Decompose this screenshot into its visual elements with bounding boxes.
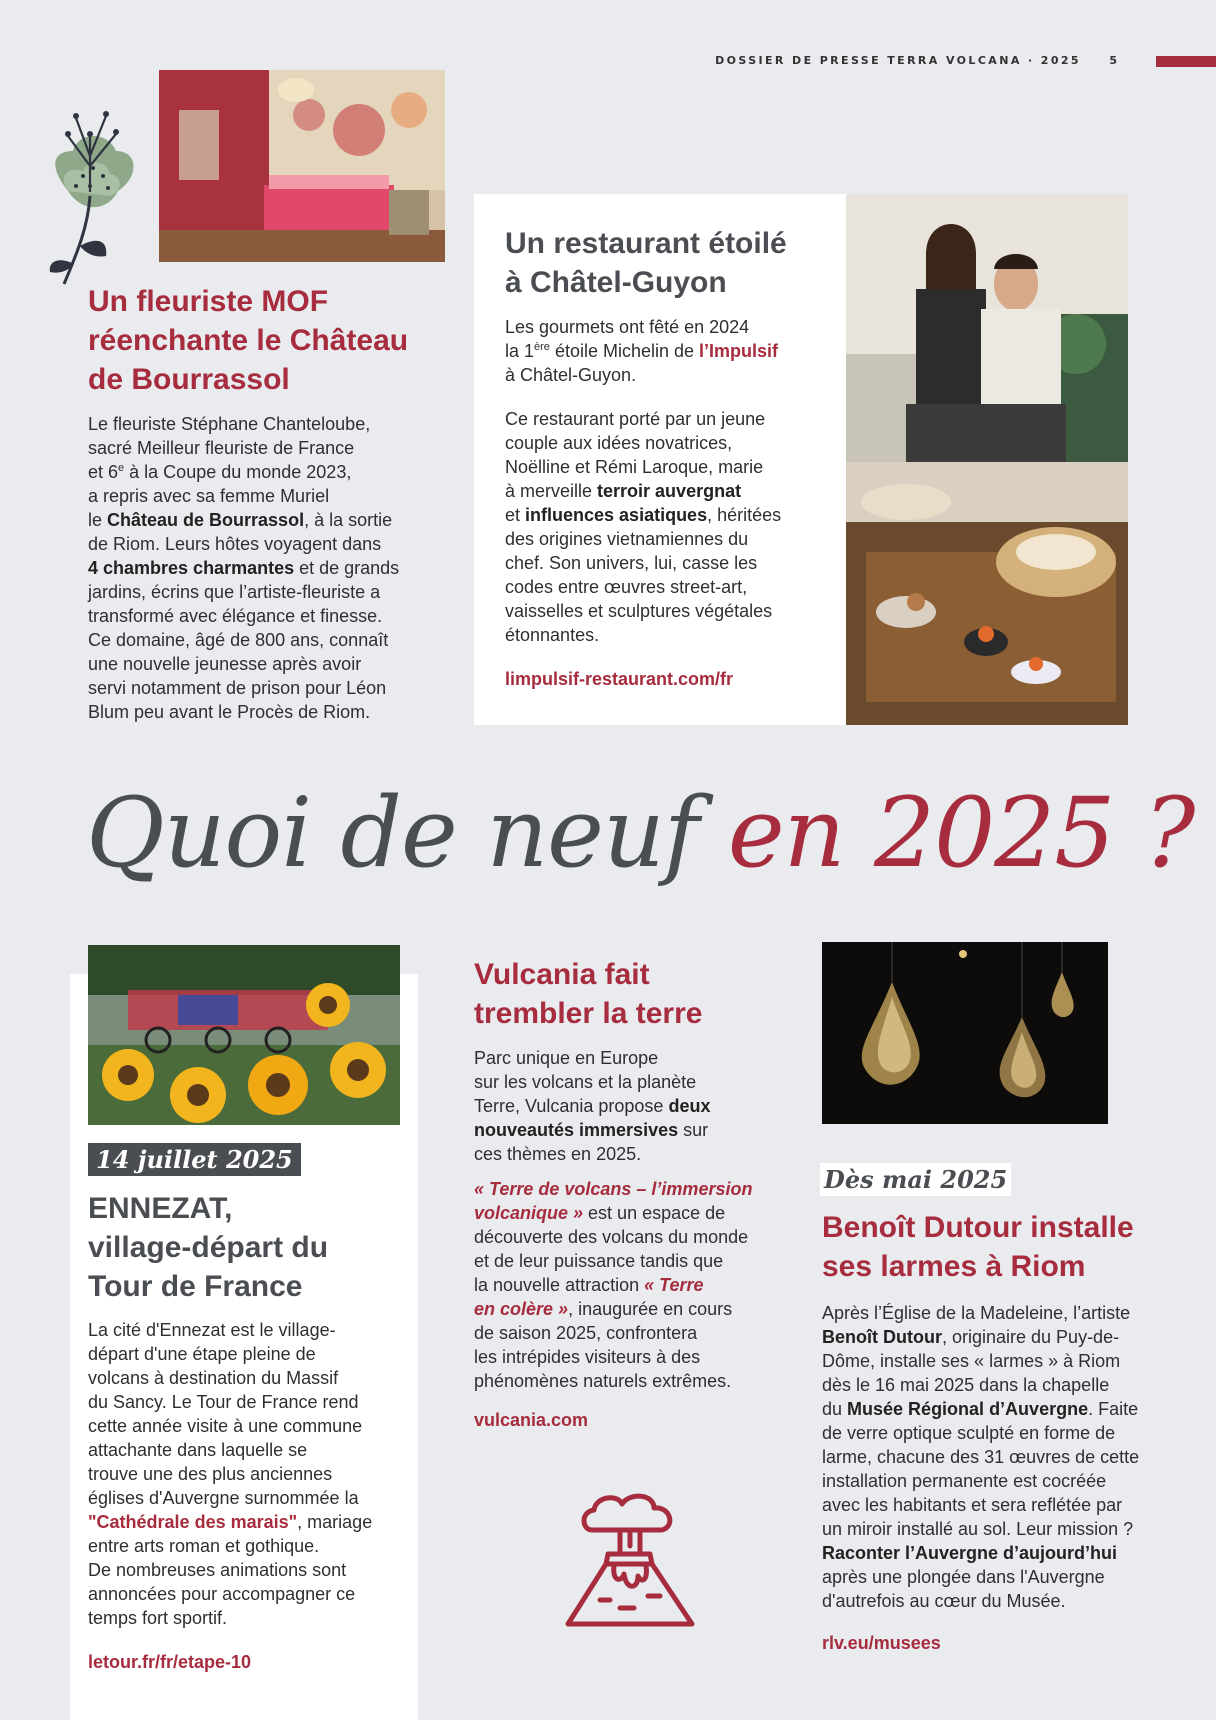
restaurant-name: l’Impulsif — [699, 341, 779, 361]
text-run: à la Coupe du monde 2023, — [124, 462, 352, 482]
section-headline — [86, 778, 1194, 888]
text-run: est un espace de — [583, 1203, 726, 1223]
volcano-icon — [562, 1490, 698, 1630]
cyclists-sunflowers-photo — [88, 945, 400, 1125]
attraction-name: « Terre de volcans – l’immersion — [474, 1179, 753, 1199]
text-run: et de grands — [294, 558, 400, 578]
text-run: servi notamment de prison pour Léon — [88, 678, 387, 698]
title-line: Tour de France — [88, 1270, 303, 1303]
bold-text: Raconter l’Auvergne d’aujourd’hui — [822, 1543, 1118, 1563]
article-fleuriste-body — [88, 412, 448, 724]
text-run: Blum peu avant le Procès de Riom. — [88, 702, 371, 722]
article-fleuriste-title — [88, 282, 428, 399]
text-run: Les gourmets ont fêté en 2024 — [505, 317, 750, 337]
text-run: une nouvelle jeunesse après avoir — [88, 654, 362, 674]
title-line: ENNEZAT, — [88, 1192, 233, 1225]
text-run: et — [505, 505, 526, 525]
title-line: Un fleuriste MOF — [88, 285, 329, 318]
text-run: Ce domaine, âgé de 800 ans, connaît — [88, 630, 389, 650]
bold-text: Château de Bourrassol — [107, 510, 305, 530]
text-run: Ce restaurant porté par un jeune — [505, 409, 766, 429]
text-run: départ d'une étape pleine de — [88, 1344, 316, 1364]
text-run: trouve une des plus anciennes — [88, 1464, 333, 1484]
dishes-photo — [846, 462, 1128, 725]
text-run: dès le 16 mai 2025 dans la chapelle — [822, 1375, 1110, 1395]
text-run: de verre optique sculpté en forme de — [822, 1423, 1116, 1443]
text-run: , mariage — [297, 1512, 373, 1532]
text-run: . Faite — [1088, 1399, 1139, 1419]
text-run: De nombreuses animations sont — [88, 1560, 347, 1580]
attraction-name: en colère » — [474, 1299, 569, 1319]
text-run: Après l’Église de la Madeleine, l’artiste — [822, 1303, 1131, 1323]
text-run: codes entre œuvres street-art, — [505, 577, 748, 597]
superscript: e — [118, 462, 125, 474]
tear-sculptures-photo — [822, 942, 1108, 1124]
bedroom-photo — [159, 70, 445, 262]
text-run: temps fort sportif. — [88, 1608, 228, 1628]
text-run: volcans à destination du Massif — [88, 1368, 339, 1388]
superscript: ère — [534, 341, 550, 353]
article-vulcania-title — [474, 955, 794, 1033]
text-run: , originaire du Puy-de- — [941, 1327, 1120, 1347]
text-run: Parc unique en Europe — [474, 1048, 659, 1068]
text-run: chef. Son univers, lui, casse les — [505, 553, 758, 573]
article-ennezat-title — [88, 1189, 408, 1306]
musees-link[interactable]: rlv.eu/musees — [822, 1633, 941, 1653]
text-run: la 1 — [505, 341, 535, 361]
title-line: ses larmes à Riom — [822, 1250, 1086, 1283]
date-tag: 14 juillet 2025 — [88, 1143, 301, 1176]
attraction-name: « Terre — [644, 1275, 704, 1295]
text-run: et 6 — [88, 462, 119, 482]
text-run: Dôme, installe ses « larmes » à Riom — [822, 1351, 1121, 1371]
date-tag: Dès mai 2025 — [820, 1163, 1011, 1196]
text-run: à Châtel-Guyon. — [505, 365, 637, 385]
text-run: du Sancy. Le Tour de France rend — [88, 1392, 359, 1412]
text-run: d'autrefois au cœur du Musée. — [822, 1591, 1066, 1611]
article-dutour-body — [822, 1301, 1172, 1613]
text-run: jardins, écrins que l’artiste-fleuriste a — [88, 582, 381, 602]
document-header-title: DOSSIER DE PRESSE TERRA VOLCANA · 2025 — [715, 54, 1081, 67]
article-vulcania-body — [474, 1177, 814, 1393]
bold-text: terroir auvergnat — [597, 481, 742, 501]
cathedral-nickname: "Cathédrale des marais" — [88, 1512, 298, 1532]
title-line: village-départ du — [88, 1231, 329, 1264]
text-run: , héritées — [707, 505, 782, 525]
text-run: annoncées pour accompagner ce — [88, 1584, 356, 1604]
bold-text: deux — [668, 1096, 711, 1116]
text-run: un miroir installé au sol. Leur mission ? — [822, 1519, 1134, 1539]
text-run: a repris avec sa femme Muriel — [88, 486, 330, 506]
text-run: larme, chacune des 31 œuvres de cette — [822, 1447, 1140, 1467]
text-run: étoile Michelin de — [549, 341, 700, 361]
letour-link[interactable]: letour.fr/fr/etape-10 — [88, 1652, 252, 1672]
article-vulcania-intro — [474, 1046, 794, 1166]
flower-icon — [28, 96, 148, 286]
bold-text: nouveautés immersives — [474, 1120, 679, 1140]
text-run: Le fleuriste Stéphane Chanteloube, — [88, 414, 371, 434]
page-number: 5 — [1109, 54, 1117, 67]
text-run: le — [88, 510, 108, 530]
text-run: attachante dans laquelle se — [88, 1440, 308, 1460]
text-run: les intrépides visiteurs à des — [474, 1347, 701, 1367]
text-run: sur les volcans et la planète — [474, 1072, 697, 1092]
bold-text: 4 chambres charmantes — [88, 558, 295, 578]
text-run: , à la sortie — [304, 510, 393, 530]
article-restaurant-intro — [505, 315, 845, 387]
headline-accent: en 2025 ? — [727, 777, 1195, 889]
title-line: trembler la terre — [474, 997, 703, 1030]
text-run: Terre, Vulcania propose — [474, 1096, 669, 1116]
article-dutour-title — [822, 1208, 1162, 1286]
bold-text: Musée Régional d’Auvergne — [847, 1399, 1089, 1419]
text-run: Noëlline et Rémi Laroque, marie — [505, 457, 764, 477]
text-run: vaisselles et sculptures végétales — [505, 601, 773, 621]
text-run: étonnantes. — [505, 625, 600, 645]
text-run: de saison 2025, confrontera — [474, 1323, 698, 1343]
text-run: La cité d'Ennezat est le village- — [88, 1320, 336, 1340]
text-run: et de leur puissance tandis que — [474, 1251, 724, 1271]
text-run: après une plongée dans l'Auvergne — [822, 1567, 1105, 1587]
text-run: des origines vietnamiennes du — [505, 529, 749, 549]
text-run: , inaugurée en cours — [568, 1299, 733, 1319]
vulcania-link[interactable]: vulcania.com — [474, 1410, 589, 1430]
article-restaurant-body — [505, 407, 845, 647]
text-run: églises d'Auvergne surnommée la — [88, 1488, 359, 1508]
headline-main: Quoi de neuf — [86, 777, 728, 889]
text-run: découverte des volcans du monde — [474, 1227, 749, 1247]
text-run: phénomènes naturels extrêmes. — [474, 1371, 732, 1391]
header-accent-bar — [1156, 56, 1216, 67]
text-run: couple aux idées novatrices, — [505, 433, 733, 453]
text-run: la nouvelle attraction — [474, 1275, 645, 1295]
title-line: Benoît Dutour installe — [822, 1211, 1134, 1244]
attraction-name: volcanique » — [474, 1203, 584, 1223]
text-run: ces thèmes en 2025. — [474, 1144, 642, 1164]
title-line: de Bourrassol — [88, 363, 290, 396]
title-line: Vulcania fait — [474, 958, 650, 991]
text-run: à merveille — [505, 481, 598, 501]
text-run: cette année visite à une commune — [88, 1416, 363, 1436]
text-run: sacré Meilleur fleuriste de France — [88, 438, 355, 458]
article-ennezat-body — [88, 1318, 408, 1630]
text-run: du — [822, 1399, 848, 1419]
title-line: à Châtel-Guyon — [505, 266, 727, 299]
text-run: avec les habitants et sera reflétée par — [822, 1495, 1123, 1515]
text-run: entre arts roman et gothique. — [88, 1536, 320, 1556]
bold-text: Benoît Dutour — [822, 1327, 942, 1347]
bold-text: influences asiatiques — [525, 505, 708, 525]
text-run: transformé avec élégance et finesse. — [88, 606, 383, 626]
text-run: installation permanente est cocréée — [822, 1471, 1107, 1491]
title-line: Un restaurant étoilé — [505, 227, 787, 260]
text-run: sur — [678, 1120, 709, 1140]
text-run: de Riom. Leurs hôtes voyagent dans — [88, 534, 382, 554]
title-line: réenchante le Château — [88, 324, 409, 357]
article-restaurant-title — [505, 224, 835, 302]
chef-couple-photo — [846, 194, 1128, 462]
restaurant-link[interactable]: limpulsif-restaurant.com/fr — [505, 669, 734, 689]
